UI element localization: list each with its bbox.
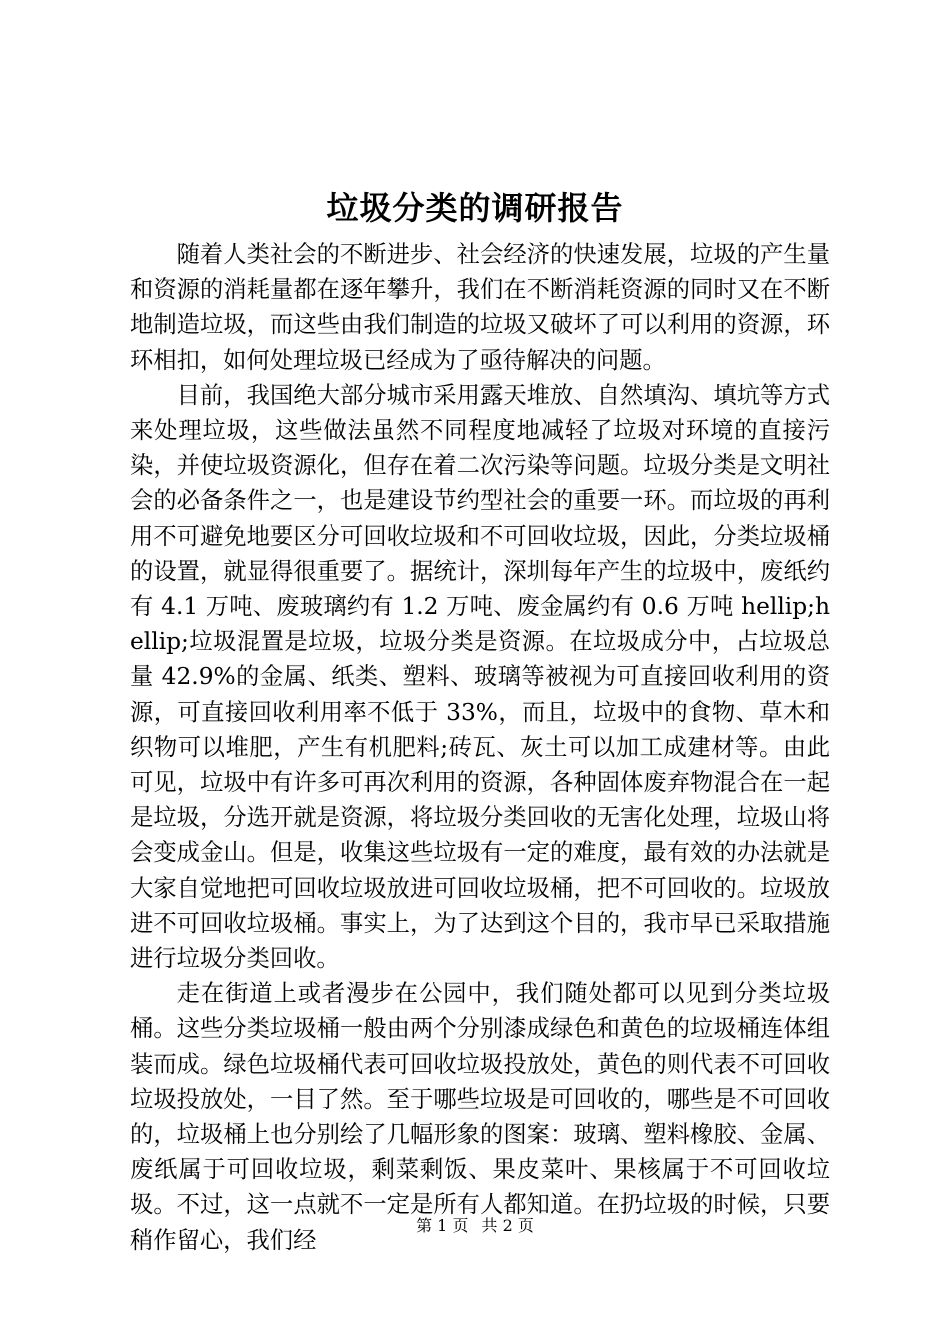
paragraph-intro: 随着人类社会的不断进步、社会经济的快速发展，垃圾的产生量和资源的消耗量都在逐年攀升，我们在不断消耗资源的同时又在不断地制造垃圾，而这些由我们制造的垃圾又破坏了可以利用的资源，环环相扣，如何处理垃圾已经成为了亟待解决的问题。 [130,241,830,374]
document-title: 垃圾分类的调研报告 [326,189,624,227]
page-number-total: 共 2 页 [481,1216,534,1235]
document-body [130,237,830,1258]
page-footer [0,1214,950,1238]
paragraph-current-situation: 目前，我国绝大部分城市采用露天堆放、自然填沟、填坑等方式来处理垃圾，这些做法虽然不同程度地减轻了垃圾对环境的直接污染，并使垃圾资源化，但存在着二次污染等问题。垃圾分类是文明社会的必备条件之一，也是建设节约型社会的重要一环。而垃圾的再利用不可避免地要区分可回收垃圾和不可回收垃圾，因此，分类垃圾桶的设置，就显得很重要了。据统计，深圳每年产生的垃圾中，废纸约有 4.1 万吨、废玻璃约有 1.2 万吨、废金属约有 0.6 万吨 hellip;hellip;垃圾混置是垃圾，垃圾分类是资源。在垃圾成分中，占垃圾总量 42.9%的金属、纸类、塑料、玻璃等被视为可直接回收利用的资源，可直接回收利用率不低于 33%，而且，垃圾中的食物、草木和织物可以堆肥，产生有机肥料;砖瓦、灰土可以加工成建材等。由此可见，垃圾中有许多可再次利用的资源，各种固体废弃物混合在一起是垃圾，分选开就是资源，将垃圾分类回收的无害化处理，垃圾山将会变成金山。但是，收集这些垃圾有一定的难度，最有效的办法就是大家自觉地把可回收垃圾放进可回收垃圾桶，把不可回收的。垃圾放进不可回收垃圾桶。事实上，为了达到这个目的，我市早已采取措施进行垃圾分类回收。 [130,381,830,973]
paragraph-street-observation: 走在街道上或者漫步在公园中，我们随处都可以见到分类垃圾桶。这些分类垃圾桶一般由两个分别漆成绿色和黄色的垃圾桶连体组装而成。绿色垃圾桶代表可回收垃圾投放处，黄色的则代表不可回收垃圾投放处，一目了然。至于哪些垃圾是可回收的，哪些是不可回收的，垃圾桶上也分别绘了几幅形象的图案：玻璃、塑料橡胶、金属、废纸属于可回收垃圾，剩菜剩饭、果皮菜叶、果核属于不可回收垃圾。不过，这一点就不一定是所有人都知道。在扔垃圾的时候，只要稍作留心，我们经 [130,980,830,1254]
page-number-current: 第 1 页 [416,1216,469,1235]
